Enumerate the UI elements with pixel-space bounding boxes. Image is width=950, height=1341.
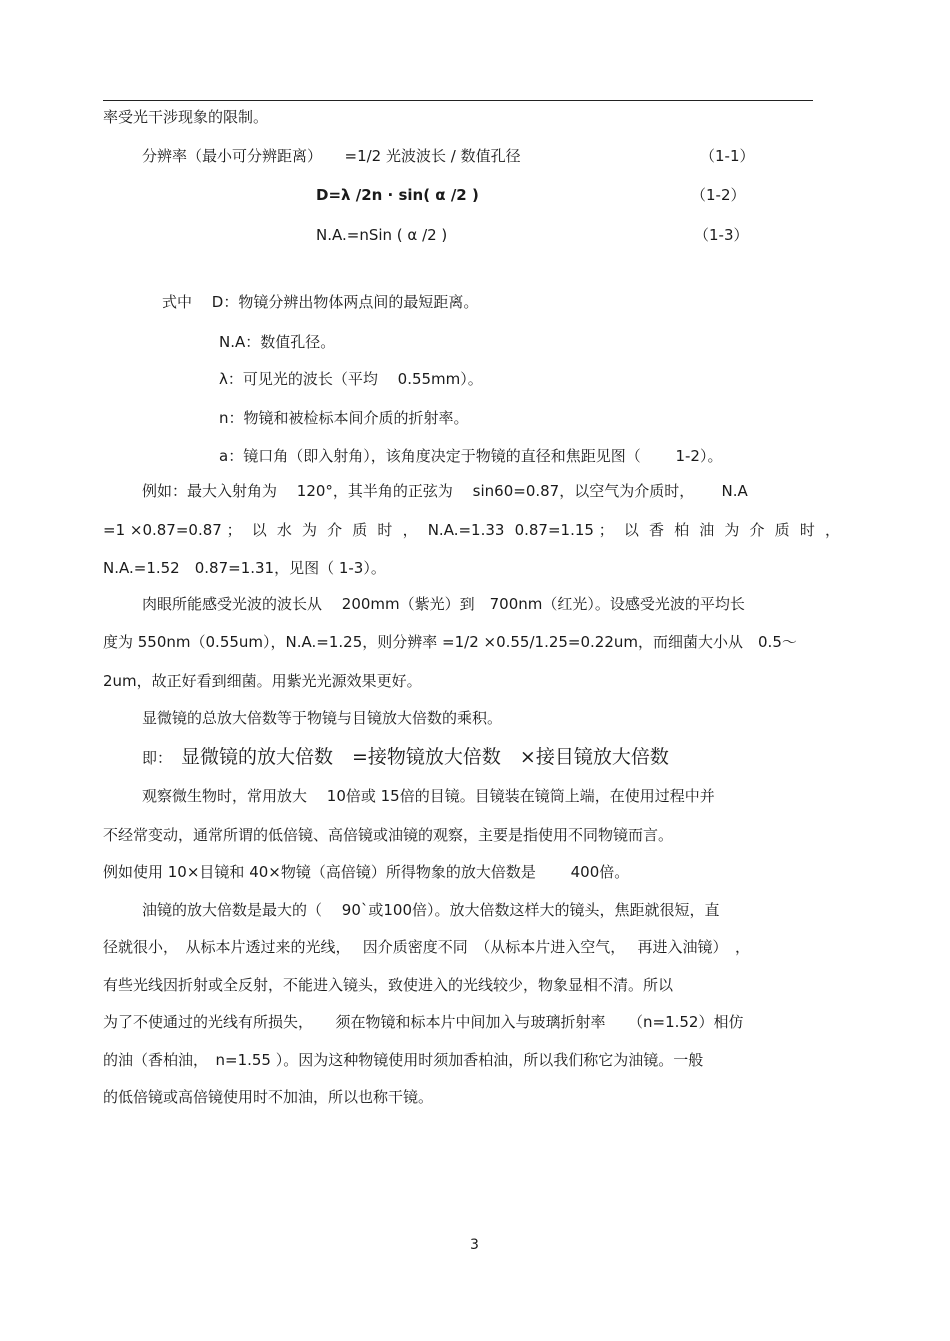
text-line: 为了不使通过的光线有所损失， 须在物镜和标本片中间加入与玻璃折射率 （n=1.52）相仿 (103, 1013, 744, 1031)
equation-number: （1-3） (694, 226, 749, 244)
text-line: 观察微生物时，常用放大 10倍或 15倍的目镜。目镜装在镜筒上端，在使用过程中并 (142, 787, 715, 805)
text-line: 的油（香柏油， n=1.55 ）。因为这种物镜使用时须加香柏油，所以我们称它为油镜。一般 (103, 1051, 704, 1069)
text-line: 度为 550nm（0.55um），N.A.=1.25，则分辨率 =1/2 ×0.55/1.25=0.22um，而细菌大小从 0.5～ (103, 633, 797, 651)
text-segment: 时 (377, 521, 393, 539)
magnification-formula: 显微镜的放大倍数 =接物镜放大倍数 ×接目镜放大倍数 (181, 746, 669, 768)
text-segment: 为 (724, 521, 740, 539)
text-line: 不经常变动，通常所谓的低倍镜、高倍镜或油镜的观察，主要是指使用不同物镜而言。 (103, 826, 674, 844)
text-line: 显微镜的总放大倍数等于物镜与目镜放大倍数的乘积。 (142, 709, 503, 727)
text-line: 有些光线因折射或全反射，不能进入镜头，致使进入的光线较少，物象显相不清。所以 (103, 976, 674, 994)
text-segment: ， (824, 521, 840, 539)
equation-number: （1-2） (691, 186, 746, 204)
text-segment: 为 (302, 521, 318, 539)
text-segment: 油 (699, 521, 715, 539)
text-segment: 介 (327, 521, 343, 539)
formula-d: D=λ /2n · sin( α /2 ) (316, 186, 479, 204)
text-label: 即： (142, 749, 173, 767)
text-segment: 香 (648, 521, 664, 539)
text-segment: 0.87=1.15 ； (514, 521, 614, 539)
text-line: 肉眼所能感受光波的波长从 200mm（紫光）到 700nm（红光）。设感受光波的平均长 (142, 595, 745, 613)
definition-lambda: λ：可见光的波长（平均 0.55mm）。 (219, 370, 483, 388)
page-number: 3 (470, 1237, 479, 1253)
equation-number: （1-1） (700, 147, 755, 165)
definition-n: n：物镜和被检标本间介质的折射率。 (219, 409, 469, 427)
text-line: 径就很小， 从标本片透过来的光线， 因介质密度不同 （从标本片进入空气， 再进入油镜） ， (103, 938, 751, 956)
formula-na: N.A.=nSin ( α /2 ) (316, 226, 448, 244)
text-segment: 介 (749, 521, 765, 539)
text-segment: 柏 (674, 521, 690, 539)
definition-d: 式中 D：物镜分辨出物体两点间的最短距离。 (162, 293, 479, 311)
definition-a: a：镜口角（即入射角），该角度决定于物镜的直径和焦距见图（ 1-2）。 (219, 447, 723, 465)
text-line: 率受光干涉现象的限制。 (103, 108, 269, 126)
formula-resolution: 分辨率（最小可分辨距离） =1/2 光波波长 / 数值孔径 (142, 147, 521, 165)
text-segment: 质 (352, 521, 368, 539)
text-line: 例如使用 10×目镜和 40×物镜（高倍镜）所得物象的放大倍数是 400倍。 (103, 863, 630, 881)
text-segment: N.A.=1.33 (427, 521, 505, 539)
text-segment: ， (402, 521, 418, 539)
justified-line (103, 520, 840, 540)
text-segment: 以 (251, 521, 267, 539)
text-segment: 时 (799, 521, 815, 539)
text-line: N.A.=1.52 0.87=1.31，见图（ 1-3）。 (103, 559, 386, 577)
text-segment: 以 (623, 521, 639, 539)
text-line: 油镜的放大倍数是最大的（ 90`或100倍）。放大倍数这样大的镜头，焦距就很短，直 (142, 901, 720, 919)
text-segment: 水 (276, 521, 292, 539)
text-line: 例如：最大入射角为 120°，其半角的正弦为 sin60=0.87，以空气为介质时， N.A (142, 482, 748, 500)
definition-na: N.A：数值孔径。 (219, 333, 336, 351)
header-rule (103, 100, 813, 101)
text-line: 的低倍镜或高倍镜使用时不加油，所以也称干镜。 (103, 1088, 434, 1106)
text-line: 2um，故正好看到细菌。用紫光光源效果更好。 (103, 672, 422, 690)
text-segment: 质 (774, 521, 790, 539)
text-segment: =1 ×0.87=0.87 ； (103, 521, 242, 539)
